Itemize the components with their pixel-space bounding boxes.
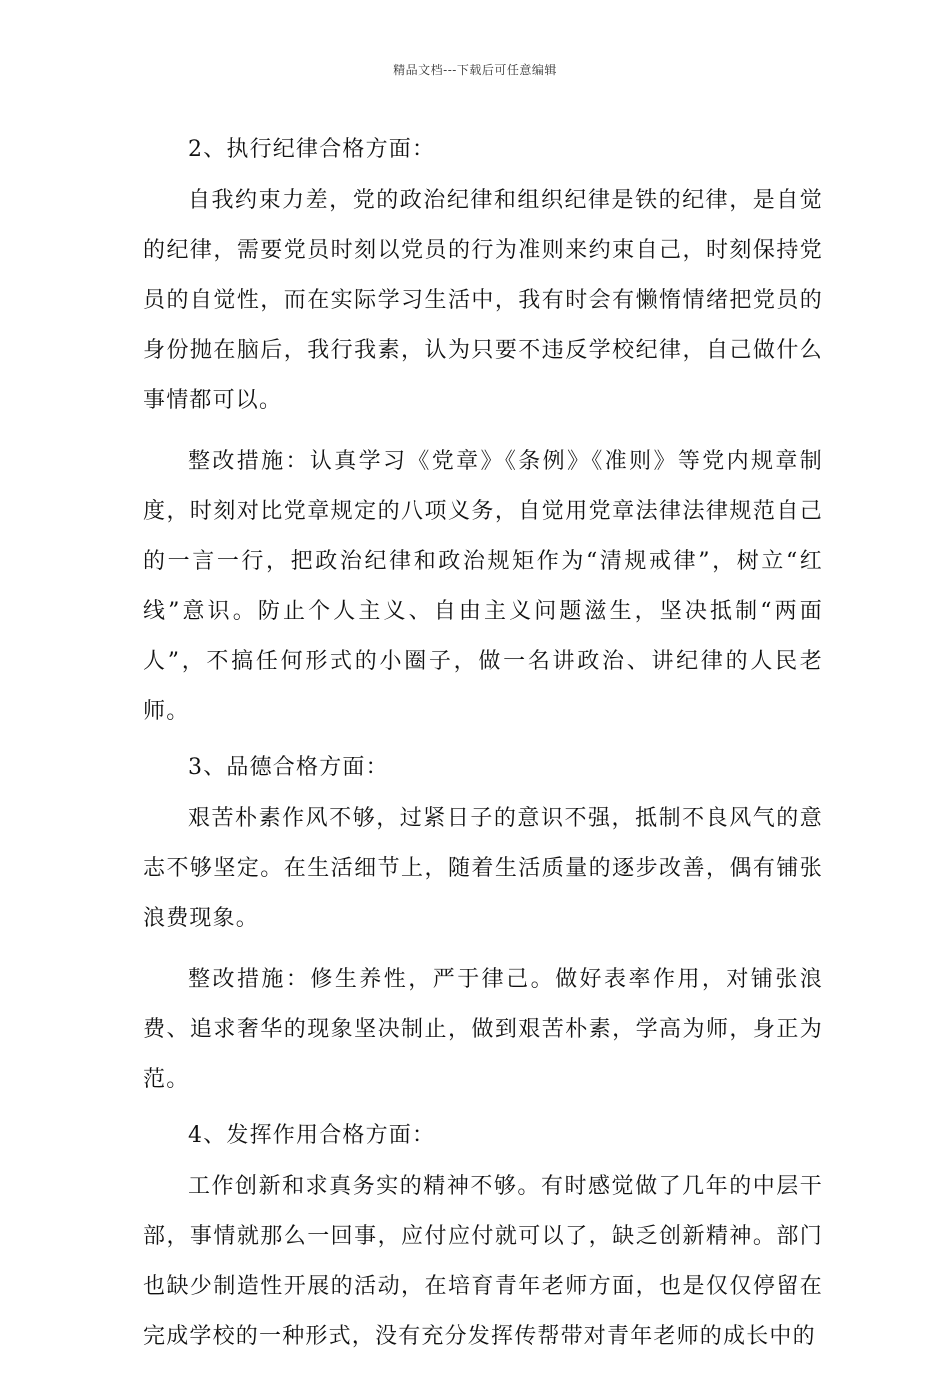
paragraph-morality-problem: 艰苦朴素作风不够，过紧日子的意识不强，抵制不良风气的意志不够坚定。在生活细节上，随着生活质量的逐步改善，偶有铺张浪费现象。 [143, 806, 823, 931]
paragraph-role-problem: 工作创新和求真务实的精神不够。有时感觉做了几年的中层干部，事情就那么一回事，应付应付就可以了，缺乏创新精神。部门也缺少制造性开展的活动，在培育青年老师方面，也是仅仅停留在完成学校的一种形式，没有充分发挥传帮带对青年老师的成长中的 [143, 1174, 823, 1349]
page-header: 精品文档---下载后可任意编辑 [393, 63, 557, 77]
section-heading-morality: 3、品德合格方面： [188, 755, 389, 780]
paragraph-morality-rectification: 整改措施：修生养性，严于律己。做好表率作用，对铺张浪费、追求奢华的现象坚决制止，做到艰苦朴素，学高为师，身正为范。 [143, 967, 823, 1092]
paragraph-discipline-rectification: 整改措施：认真学习《党章》《条例》《准则》等党内规章制度，时刻对比党章规定的八项义务，自觉用党章法律法律规范自己的一言一行，把政治纪律和政治规矩作为“清规戒律”，树立“红线”意识。防止个人主义、自由主义问题滋生，坚决抵制“两面人”，不搞任何形式的小圈子，做一名讲政治、讲纪律的人民老师。 [143, 449, 823, 724]
section-heading-role: 4、发挥作用合格方面： [188, 1123, 436, 1148]
paragraph-discipline-problem: 自我约束力差，党的政治纪律和组织纪律是铁的纪律，是自觉的纪律，需要党员时刻以党员的行为准则来约束自己，时刻保持党员的自觉性，而在实际学习生活中，我有时会有懒惰情绪把党员的身份抛在脑后，我行我素，认为只要不违反学校纪律，自己做什么事情都可以。 [143, 188, 823, 413]
section-heading-discipline: 2、执行纪律合格方面： [188, 137, 436, 162]
document-body [143, 130, 823, 1373]
